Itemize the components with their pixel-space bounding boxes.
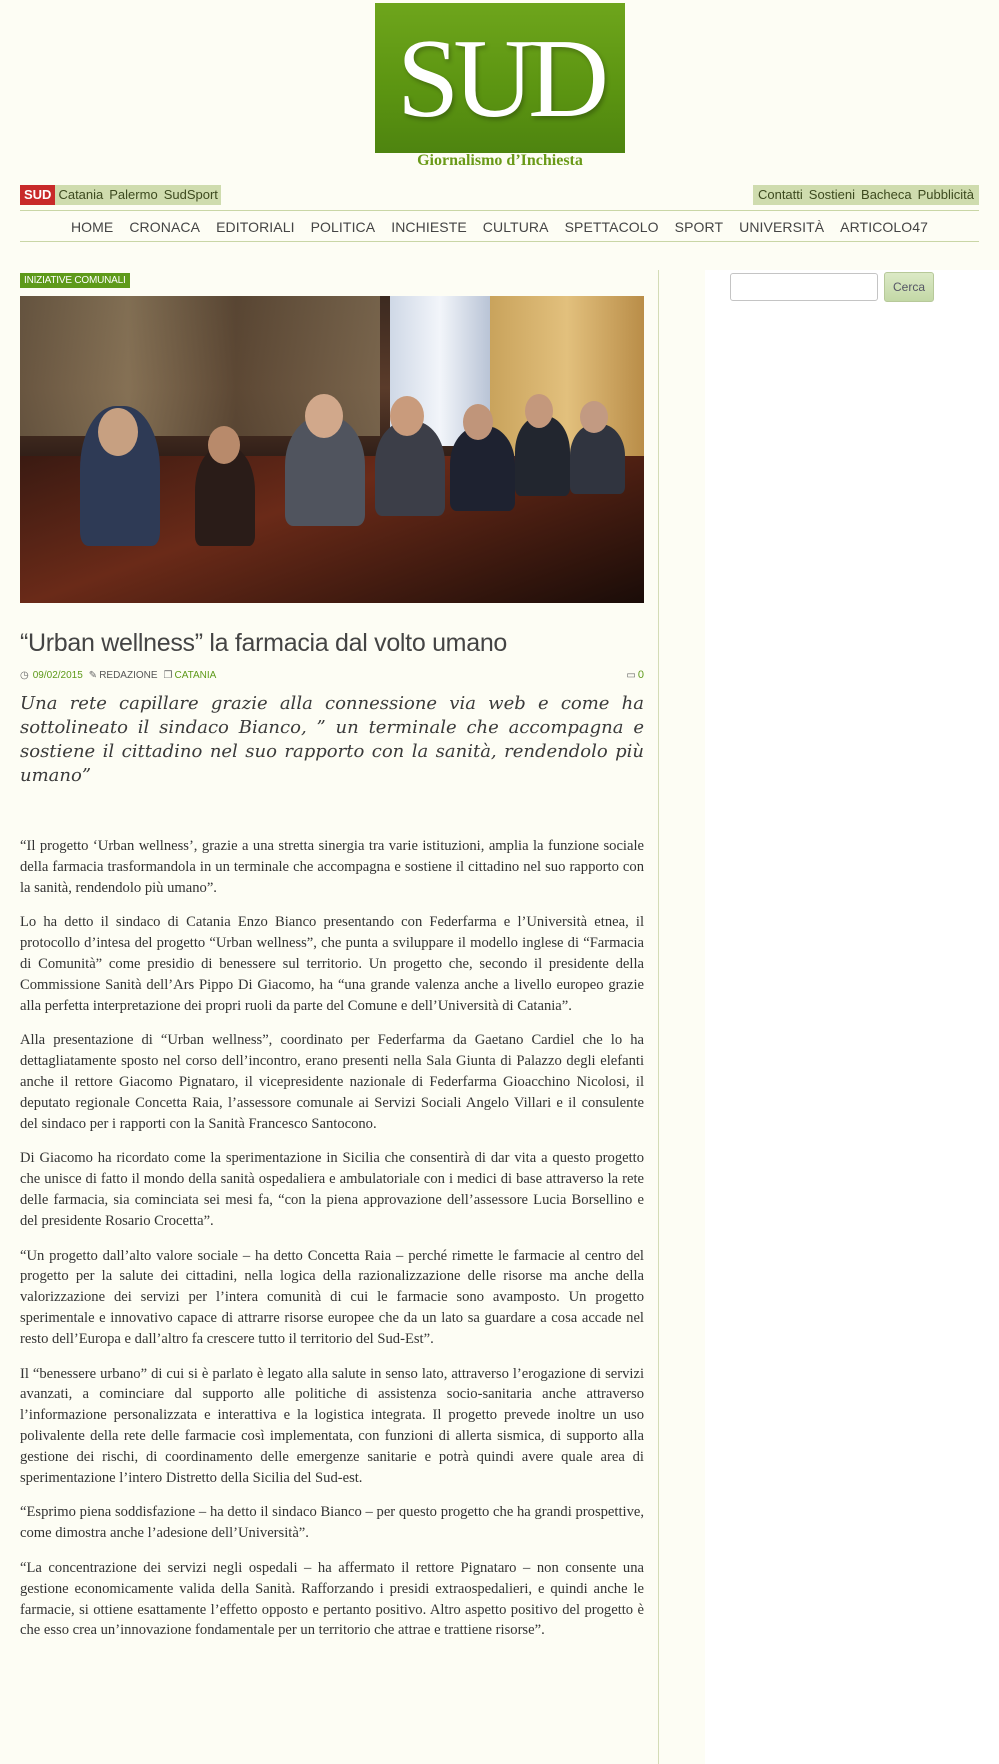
article-author[interactable]: REDAZIONE	[99, 669, 158, 681]
article-lead: Una rete capillare grazie alla connessione via web e come ha sottolineato il sindaco Bianco, ” un terminale che accompagna e sostiene il cittadino nel suo rapporto con la sanità, rendendolo più umano”	[20, 693, 644, 786]
link-contatti[interactable]: Contatti	[757, 187, 803, 202]
main-navigation	[0, 215, 999, 241]
nav-home[interactable]: HOME	[70, 219, 114, 235]
search-input[interactable]	[730, 273, 878, 301]
paragraph: Lo ha detto il sindaco di Catania Enzo Bianco presentando con Federfarma e l’Università etnea, il protocollo d’intesa del progetto “Urban wellness”, che punta a sviluppare il modello inglese di “Farmacia di Comunità” come presidio di benessere sul territorio. Un progetto che, secondo il presidente della Commissione Sanità dell’Ars Pippo Di Giacomo, ha “una grande valenza anche a livello europeo grazie alla perfetta interpretazione dei propri ruoli da parte del Comune e dell’Università di Catania”.	[20, 914, 644, 1014]
paragraph: “Esprimo piena soddisfazione – ha detto il sindaco Bianco – per questo progetto che ha grandi prospettive, come dimostra anche l’adesione dell’Università”.	[20, 1504, 644, 1542]
pencil-icon: ✎	[88, 669, 98, 681]
nav-cronaca[interactable]: CRONACA	[129, 219, 201, 235]
paragraph: “La concentrazione dei servizi negli ospedali – ha affermato il rettore Pignataro – non consente una gestione economicamente valida della Sanità. Rafforzando i presidi extraospedalieri, e quindi anche le farmacie, si ottiene esattamente l’effetto opposto e pertanto positivo. Altro aspetto positivo del progetto è che esso crea un’innovazione fondamentale per un territorio che attrae e trattiene risorse”.	[20, 1559, 644, 1639]
service-links-bar	[753, 185, 979, 205]
nav-spettacolo[interactable]: SPETTACOLO	[564, 219, 659, 235]
nav-inchieste[interactable]: INCHIESTE	[391, 219, 467, 235]
article-category[interactable]: CATANIA	[174, 669, 217, 681]
article-title: “Urban wellness” la farmacia dal volto umano	[20, 629, 508, 657]
paragraph: Il “benessere urbano” di cui si è parlato è legato alla salute in senso lato, attraverso l’erogazione di servizi avanzati, a cominciare dal supporto alle politiche di assistenza socio-sanitaria anche attraverso l’informazione personalizzata e interattiva e la logistica integrata. Il progetto prevede inoltre un uso polivalente della rete delle farmacie così implementata, con funzioni di allerta sismica, di supporto alla gestione dei rischi, di coordinamento delle emergenze sanitarie e potrà quindi avere quale area di sperimentazione l’intero Distretto della Sicilia del Sud-est.	[20, 1365, 644, 1486]
link-pubblicita[interactable]: Pubblicità	[917, 187, 974, 202]
paragraph: “Il progetto ‘Urban wellness’, grazie a una stretta sinergia tra varie istituzioni, amplia la funzione sociale della farmacia trasformandola in un terminale che accompagna e sostiene il cittadino nel suo rapporto con la sanità, rendendolo più umano”.	[20, 838, 644, 896]
category-tag[interactable]: INIZIATIVE COMUNALI	[20, 273, 130, 288]
paragraph: Di Giacomo ha ricordato come la sperimentazione in Sicilia che consentirà di dar vita a questo progetto che unisce di fatto il mondo della sanità ospedaliera e ambulatoriale con i medici di base attraverso la rete delle farmacia, sia cominciata sei mesi fa, “con la piena approvazione dell’assessore Lucia Borsellino e del presidente Rosario Crocetta”.	[20, 1150, 644, 1229]
search-button[interactable]: Cerca	[884, 272, 934, 302]
nav-articolo47[interactable]: ARTICOLO47	[840, 219, 929, 235]
city-link-catania[interactable]: Catania	[58, 187, 104, 202]
comment-icon: ▭	[626, 670, 636, 681]
city-link-sudsport[interactable]: SudSport	[163, 187, 218, 202]
comment-count: 0	[637, 669, 644, 681]
site-tagline: Giornalismo d’Inchiesta	[417, 152, 583, 169]
paragraph: “Un progetto dall’alto valore sociale – ha detto Concetta Raia – perché rimette le farmacie al centro del progetto per la salute dei cittadini, nella logica della razionalizzazione delle risorse ma anche della valorizzazione dei servizi per l’intera comunità di cui le farmacie sono avamposto. Un progetto sperimentale e innovativo capace di attrarre risorse europee che da un lato sa guardare a cosa accade nel resto dell’Europa e dall’altro fa crescere tutto il territorio del Sud-Est”.	[20, 1247, 644, 1347]
logo-text: SUD	[396, 17, 604, 141]
link-sostieni[interactable]: Sostieni	[808, 187, 856, 202]
article-body	[20, 836, 644, 1641]
nav-editoriali[interactable]: EDITORIALI	[216, 219, 295, 235]
nav-politica[interactable]: POLITICA	[310, 219, 376, 235]
article	[20, 270, 644, 1655]
city-link-palermo[interactable]: Palermo	[109, 187, 158, 202]
nav-cultura[interactable]: CULTURA	[482, 219, 549, 235]
column-divider	[658, 270, 659, 1764]
folder-icon: ❐	[163, 669, 173, 681]
paragraph: Alla presentazione di “Urban wellness”, coordinato per Federfarma da Gaetano Cardiel che lo ha dettagliatamente sposto nel corso dell’incontro, erano presenti nella Sala Giunta di Palazzo degli elefanti anche il rettore Giacomo Pignataro, il vicepresidente nazionale di Federfarma Gioacchino Nicolosi, il deputato regionale Concetta Raia, l’assessore comunale ai Servizi Sociali Angelo Villari e il consulente del sindaco per i rapporti con la Sanità Francesco Santocono.	[20, 1032, 644, 1132]
article-date[interactable]: 09/02/2015	[32, 669, 83, 681]
site-logo[interactable]	[375, 3, 625, 153]
nav-divider	[20, 241, 979, 242]
article-photo	[20, 296, 644, 603]
nav-sport[interactable]: SPORT	[674, 219, 724, 235]
city-links-bar	[20, 185, 221, 205]
clock-icon: ◷	[20, 669, 29, 681]
article-meta	[20, 668, 644, 682]
sud-badge[interactable]: SUD	[20, 185, 55, 205]
header-divider	[20, 210, 979, 211]
comments-link[interactable]	[626, 669, 644, 681]
sidebar	[705, 270, 999, 1764]
nav-universita[interactable]: UNIVERSITÀ	[739, 219, 825, 235]
link-bacheca[interactable]: Bacheca	[861, 187, 912, 202]
